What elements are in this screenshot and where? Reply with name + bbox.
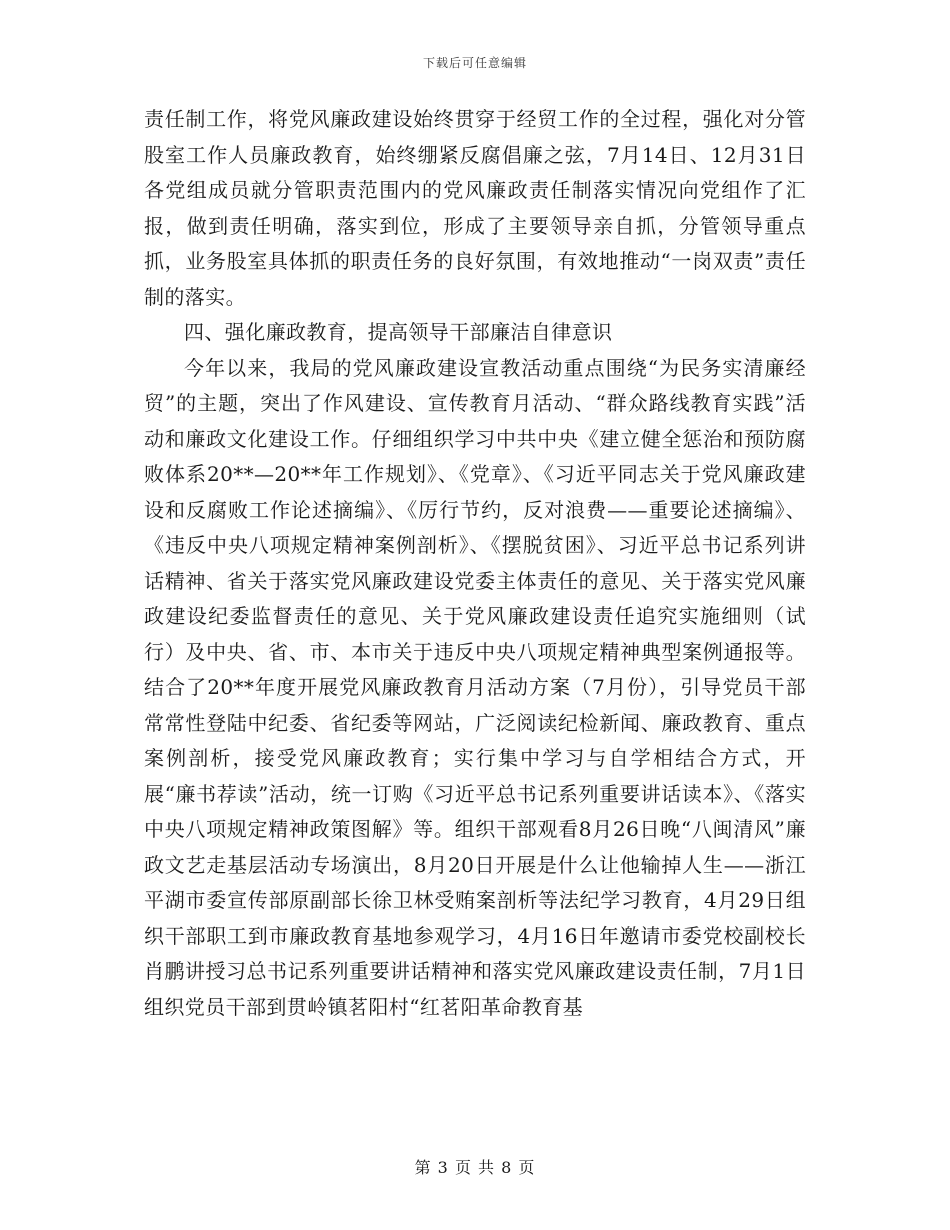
page-number: 第 3 页 共 8 页 [414, 1158, 536, 1177]
page-header-note: 下载后可任意编辑 [422, 56, 527, 70]
document-body [144, 102, 806, 1025]
section-heading: 四、强化廉政教育，提高领导干部廉洁自律意识 [184, 320, 613, 344]
paragraph-body: 今年以来，我局的党风廉政建设宣教活动重点围绕“为民务实清廉经贸”的主题，突出了作风建设、宣传教育月活动、“群众路线教育实践”活动和廉政文化建设工作。仔细组织学习中共中央《建立健全惩治和预防腐败体系20**—20**年工作规划》、《党章》、《习近平同志关于党风廉政建设和反腐败工作论述摘编》、《厉行节约，反对浪费——重要论述摘编》、《违反中央八项规定精神案例剖析》、《摆脱贫困》、习近平总书记系列讲话精神、省关于落实党风廉政建设党委主体责任的意见、关于落实党风廉政建设纪委监督责任的意见、关于党风廉政建设责任追究实施细则（试行）及中央、省、市、本市关于违反中央八项规定精神典型案例通报等。结合了20**年度开展党风廉政教育月活动方案（7月份），引导党员干部常常性登陆中纪委、省纪委等网站，广泛阅读纪检新闻、廉政教育、重点案例剖析，接受党风廉政教育；实行集中学习与自学相结合方式，开展“廉书荐读”活动，统一订购《习近平总书记系列重要讲话读本》、《落实中央八项规定精神政策图解》等。组织干部观看8月26日晚“八闽清风”廉政文艺走基层活动专场演出，8月20日开展是什么让他输掉人生——浙江平湖市委宣传部原副部长徐卫林受贿案剖析等法纪学习教育，4月29日组织干部职工到市廉政教育基地参观学习，4月16日年邀请市委党校副校长肖鹏讲授习总书记系列重要讲话精神和落实党风廉政建设责任制，7月1日组织党员干部到贯岭镇茗阳村“红茗阳革命教育基 [144, 355, 806, 1019]
paragraph-continuation: 责任制工作，将党风廉政建设始终贯穿于经贸工作的全过程，强化对分管股室工作人员廉政教育，始终绷紧反腐倡廉之弦，7月14日、12月31日各党组成员就分管职责范围内的党风廉政责任制落实情况向党组作了汇报，做到责任明确，落实到位，形成了主要领导亲自抓，分管领导重点抓，业务股室具体抓的职责任务的良好氛围，有效地推动“一岗双责”责任制的落实。 [144, 107, 806, 309]
